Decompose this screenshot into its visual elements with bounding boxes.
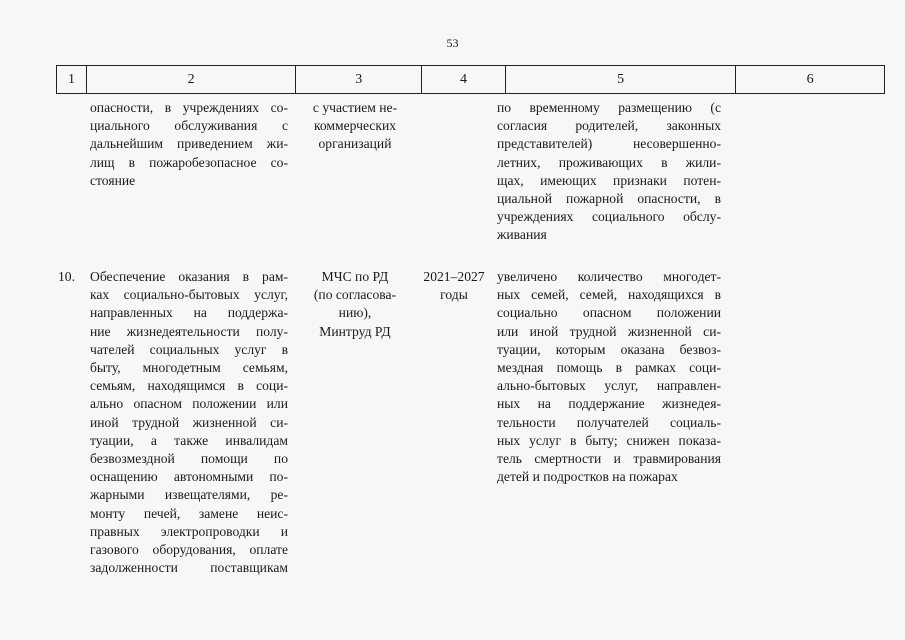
text-line: циальной пожарной опасности, в [497, 191, 721, 207]
column-header-4: 4 [422, 66, 506, 93]
text-line: семьям, находящимся в соци- [90, 378, 288, 394]
column-header-2: 2 [87, 66, 297, 93]
text-line: щах, имеющих признаки потен- [497, 172, 721, 188]
column-header-3: 3 [296, 66, 422, 93]
row-10-col2 [90, 268, 288, 577]
table-header-row [56, 65, 885, 94]
text-line: туации, а также инвалидам [90, 432, 288, 448]
text-line: годы [440, 287, 468, 303]
text-line: ных семей, семей, находящихся в [497, 287, 721, 303]
text-line: Обеспечение оказания в рам- [90, 269, 288, 284]
text-line: ально опасном положении или [90, 396, 288, 412]
text-line: с участием не- [312, 100, 398, 115]
text-line: социально опасном положении [497, 305, 721, 321]
text-line: или иной трудной жизненной си- [497, 323, 721, 339]
text-line: (по согласова- [313, 287, 397, 303]
text-line: быту, многодетным семьям, [90, 360, 288, 376]
text-line: ках социально-бытовых услуг, [90, 287, 288, 303]
prev-row-col5 [497, 99, 721, 245]
text-line: детей и подростков на пожарах [497, 469, 678, 485]
text-line: живания [497, 227, 547, 243]
text-line: по временному размещению (с [497, 100, 721, 115]
text-line: правных электропроводки и [90, 523, 288, 539]
text-line: оснащению автономными по- [90, 469, 288, 485]
text-line: МЧС по РД [321, 269, 389, 284]
text-line: организаций [318, 136, 392, 152]
text-line: лищ в пожаробезопасное со- [90, 154, 288, 170]
row-10-col3 [298, 268, 412, 341]
text-line: увеличено количество многодет- [497, 269, 721, 284]
text-line: учреждениях социального обслу- [497, 209, 721, 225]
text-line: циального обслуживания с [90, 118, 288, 134]
text-line: газового оборудования, оплате [90, 542, 288, 558]
text-line: туации, которым оказана безвоз- [497, 341, 721, 357]
text-line: жарными извещателями, ре- [90, 487, 288, 503]
text-line: представителей) несовершенно- [497, 136, 721, 152]
column-header-6: 6 [806, 71, 814, 87]
text-line: дальнейшим приведением жи- [90, 136, 288, 152]
text-line: задолженности поставщикам [90, 560, 288, 576]
row-10-col4 [414, 268, 494, 304]
text-line: мездная помощь в рамках соци- [497, 360, 721, 376]
text-line: тель смертности и травмирования [497, 451, 721, 467]
text-line: 2021–2027 [423, 269, 485, 284]
text-line: направленных на поддержа- [90, 305, 288, 321]
text-line: чателей социальных услуг в [90, 341, 288, 357]
text-line: ние жизнедеятельности полу- [90, 323, 288, 339]
text-line: нию), [338, 305, 372, 321]
column-header-1: 1 [57, 66, 87, 93]
text-line: монту печей, замене неис- [90, 505, 288, 521]
text-line: иной трудной жизненной си- [90, 414, 288, 430]
text-line: стояние [90, 172, 136, 188]
row-10-number: 10. [58, 269, 75, 284]
prev-row-col2 [90, 99, 288, 190]
text-line: летних, проживающих в жили- [497, 154, 721, 170]
text-line: безвозмездной помощи по [90, 451, 288, 467]
text-line: тельности получателей социаль- [497, 414, 721, 430]
text-line: опасности, в учреждениях со- [90, 100, 288, 115]
text-line: ных на поддержание жизнедея- [497, 396, 721, 412]
prev-row-col3 [298, 99, 412, 154]
text-line: коммерческих [313, 118, 397, 134]
text-line: ально-бытовых услуг, направлен- [497, 378, 721, 394]
page-number: 53 [446, 36, 459, 50]
row-10-col5 [497, 268, 721, 486]
column-header-5: 5 [506, 66, 736, 93]
text-line: Минтруд РД [319, 323, 391, 339]
text-line: согласия родителей, законных [497, 118, 721, 134]
text-line: ных услуг в быту; снижен показа- [497, 432, 721, 448]
